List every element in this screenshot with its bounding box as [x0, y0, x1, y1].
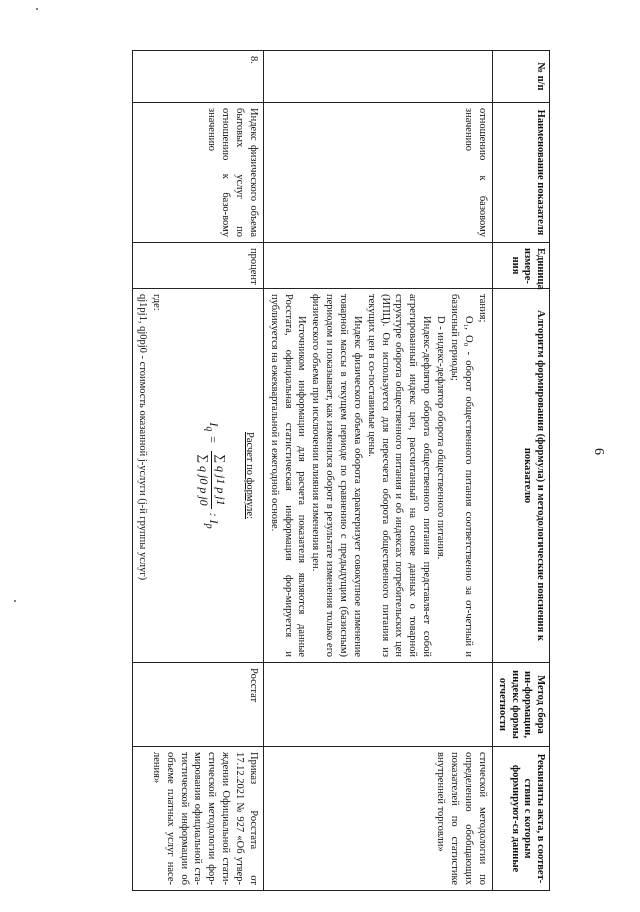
- formula: $I_q$ = ∑ q j1 p j1 ∑ q j0 p j0 : $I_p$: [197, 422, 229, 529]
- algo-text: Источником информации для расчета показателя являются данные Росстата, официальная статистическая информация фор-мируется и публикуется на ежеквартальной и ежегодной основе.: [268, 294, 308, 657]
- formula-numerator: ∑ q j1 p j1: [211, 451, 228, 508]
- formula-lhs: $I_q$: [203, 422, 221, 432]
- algo-text: О₁, О₀ - оборот общественного питания соответственно за от-четный и базисный периоды;: [448, 294, 474, 657]
- formula-title: Расчет по формуле:: [243, 432, 255, 519]
- indicators-table: [132, 50, 550, 891]
- page-number: 6: [591, 448, 606, 455]
- cell-unit: процент: [132, 243, 263, 289]
- cell-unit: [263, 243, 492, 289]
- formula-rhs: : $I_p$: [203, 512, 221, 529]
- indicator-name: отношению к базовому значению: [462, 108, 488, 237]
- table-header-row: [492, 51, 549, 891]
- cell-algorithm: [132, 289, 263, 663]
- requisites-text: Приказ Росстата от 17.12.2021 № 927 «Об утвер-ждении Официальной стати-стической методологии фор-мирования официальной ста-тистической информации об объеме платных услуг насе-ления»: [150, 752, 259, 885]
- formula-fraction: [195, 451, 228, 508]
- cell-method: Росстат: [132, 663, 263, 747]
- cell-num: 8.: [132, 51, 263, 103]
- formula-denominator: ∑ q j0 p j0: [197, 454, 212, 506]
- cell-requisites: [263, 747, 492, 891]
- cell-algorithm: [263, 289, 492, 663]
- header-name: Наименование показателя: [492, 103, 549, 243]
- header-unit: Единица измере-ния: [492, 243, 549, 289]
- header-algorithm: Алгоритм формирования (формула) и методологические пояснения к показателю: [492, 289, 549, 663]
- header-method: Метод сбора ин-формации, индекс формы отчетности: [492, 663, 549, 747]
- table-row-continuation: [263, 51, 492, 891]
- cell-name: [263, 103, 492, 243]
- algo-definition: qj1pj1, qj0pj0 - стоимость оказанной j-услуги (j-й группы услуг): [137, 294, 149, 581]
- algo-text: Индекс-дефлятор оборота общественного питания представля-ет собой агрегированный индекс цен, рассчитанный на основе данных о товарной структуре оборота общественного питания и об индексах потребительских цен (ИПЦ). Он используется для пересчета оборота общественного питания из текущих цен в со-поставимые цены.: [365, 294, 433, 657]
- algo-text: D - индекс-дефлятор оборота общественного питания.: [435, 316, 447, 560]
- header-num: № п/п: [492, 51, 549, 103]
- requisites-text: стической методологии по определению обобщающих показателей по статистике внутренней торговли»: [435, 752, 488, 885]
- cell-requisites: [132, 747, 263, 891]
- table-row-8: [132, 51, 263, 891]
- header-requisites: Реквизиты акта, в соответ-ствии с которым формируют-ся данные: [492, 747, 549, 891]
- cell-name: [132, 103, 263, 243]
- algo-text: тания;: [476, 294, 488, 323]
- algo-where: где:: [151, 294, 163, 311]
- algo-text: Индекс физического объема оборота характеризует совокупное изменение товарной массы в текущем периоде по сравнению с предыдущим (базисным) периодом и показывает, как изменился оборот в результате изменения только его физического объема при исключении влияния изменения цен.: [310, 294, 363, 657]
- cell-method: [263, 663, 492, 747]
- indicator-name: Индекс физического объема бытовых услуг по отношению к базо-вому значению: [206, 108, 259, 237]
- cell-num: [263, 51, 492, 103]
